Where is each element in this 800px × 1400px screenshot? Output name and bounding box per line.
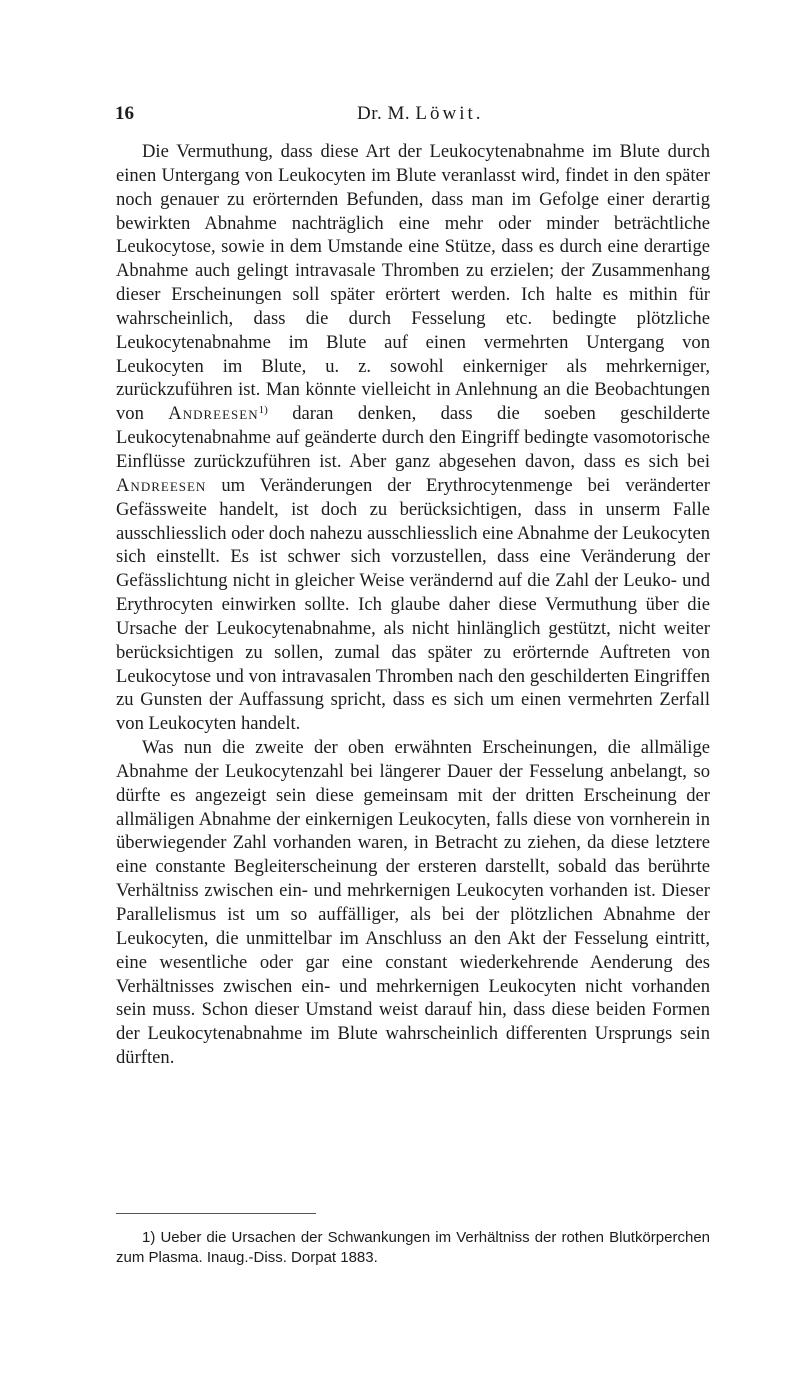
footnote-divider <box>116 1213 316 1214</box>
footnote-reference: 1) <box>258 404 268 417</box>
author-citation-andreesen: Andreesen <box>168 403 259 425</box>
author-citation-andreesen: Andreesen <box>116 474 207 496</box>
paragraph-2-text: Was nun die zweite der oben erwähnten Erscheinungen, die allmälige Abnahme der Leukocytenzahl bei längerer Dauer der Fesselung anbelangt, so dürfte es angezeigt sein diese gemeinsam mit der dritten Erscheinung der allmäligen Abnahme der einkernigen Leukocyten, falls diese von vornherein in überwiegender Zahl vorhanden waren, in Betracht zu ziehen, da diese letztere eine constante Begleiterscheinung der ersteren darstellt, sobald das berührte Verhältniss zwischen ein- und mehrkernigen Leukocyten vorhanden ist. Dieser Parallelismus ist um so auffälliger, als bei der plötzlichen Abnahme der Leukocyten, die unmittelbar im Anschluss an den Akt der Fesselung eintritt, eine wesentliche oder gar eine constant wiederkehrende Aenderung des Verhältnisses zwischen ein- und mehrkernigen Leukocyten nicht vorhanden sein muss. Schon dieser Umstand weist darauf hin, dass diese beiden Formen der Leukocytenabnahme im Blute wahrscheinlich differenten Ursprungs sein dürften. <box>116 737 710 1069</box>
paragraph-1-part-3: um Veränderungen der Erythrocytenmenge bei veränderter Gefässweite handelt, ist doch zu berücksichtigen, dass in unserm Falle ausschliesslich oder doch nahezu ausschliesslich eine Abnahme der Leukocyten sich einstellt. Es ist schwer sich vorzustellen, dass eine Veränderung der Gefässlichtung nicht in gleicher Weise verändernd auf die Zahl der Leuko- und Erythrocyten einwirken sollte. Ich glaube daher diese Vermuthung über die Ursache der Leukocytenabnahme, als nicht hinlänglich gestützt, nicht weiter berücksichtigen zu sollen, zumal das später zu erörternde Auftreten von Leukocytose und von intravasalen Thromben nach den geschilderten Eingriffen zu Gunsten der Auffassung spricht, dass es sich um einen vermehrten Zerfall von Leukocyten handelt. <box>116 474 710 735</box>
running-head <box>357 103 484 125</box>
footnote <box>116 1228 710 1268</box>
paragraph-1-part-2: daran denken, dass die soeben geschilderte Leukocytenabnahme auf geänderte durch den Eingriff bedingte vasomotorische Einflüsse zurückzuführen ist. Aber ganz abgesehen davon, dass es sich bei <box>116 403 710 472</box>
author-name: Löwit. <box>415 103 484 124</box>
paragraph-1-part-1: Die Vermuthung, dass diese Art der Leukocytenabnahme im Blute durch einen Untergang von Leukocyten im Blute veranlasst wird, findet in den später noch genauer zu erörternden Befunden, dass man im Gefolge einer derartig bewirkten Abnahme nachträglich eine mehr oder minder beträchtliche Leukocytose, sowie in dem Umstande eine Stütze, dass es durch eine derartige Abnahme auch gelingt intravasale Thromben zu erzielen; der Zusammenhang dieser Erscheinungen soll später erörtert werden. Ich halte es mithin für wahrscheinlich, dass die durch Fesselung etc. bedingte plötzliche Leukocytenabnahme im Blute auf einen vermehrten Untergang von Leukocyten im Blute, u. z. sowohl einkerniger als mehrkerniger, zurückzuführen ist. Man könnte vielleicht in Anlehnung an die Beobachtungen von <box>116 141 710 425</box>
footnote-marker: 1) <box>142 1229 156 1246</box>
page-number: 16 <box>115 103 134 124</box>
author-prefix: Dr. M. <box>357 103 411 124</box>
body-text <box>116 140 710 1070</box>
page-header <box>115 103 700 127</box>
paragraph-2 <box>116 736 710 1070</box>
paragraph-1 <box>116 140 710 736</box>
footnote-text: Ueber die Ursachen der Schwankungen im Verhältniss der rothen Blutkörperchen zum Plasma. Inaug.-Diss. Dorpat 1883. <box>116 1229 710 1266</box>
